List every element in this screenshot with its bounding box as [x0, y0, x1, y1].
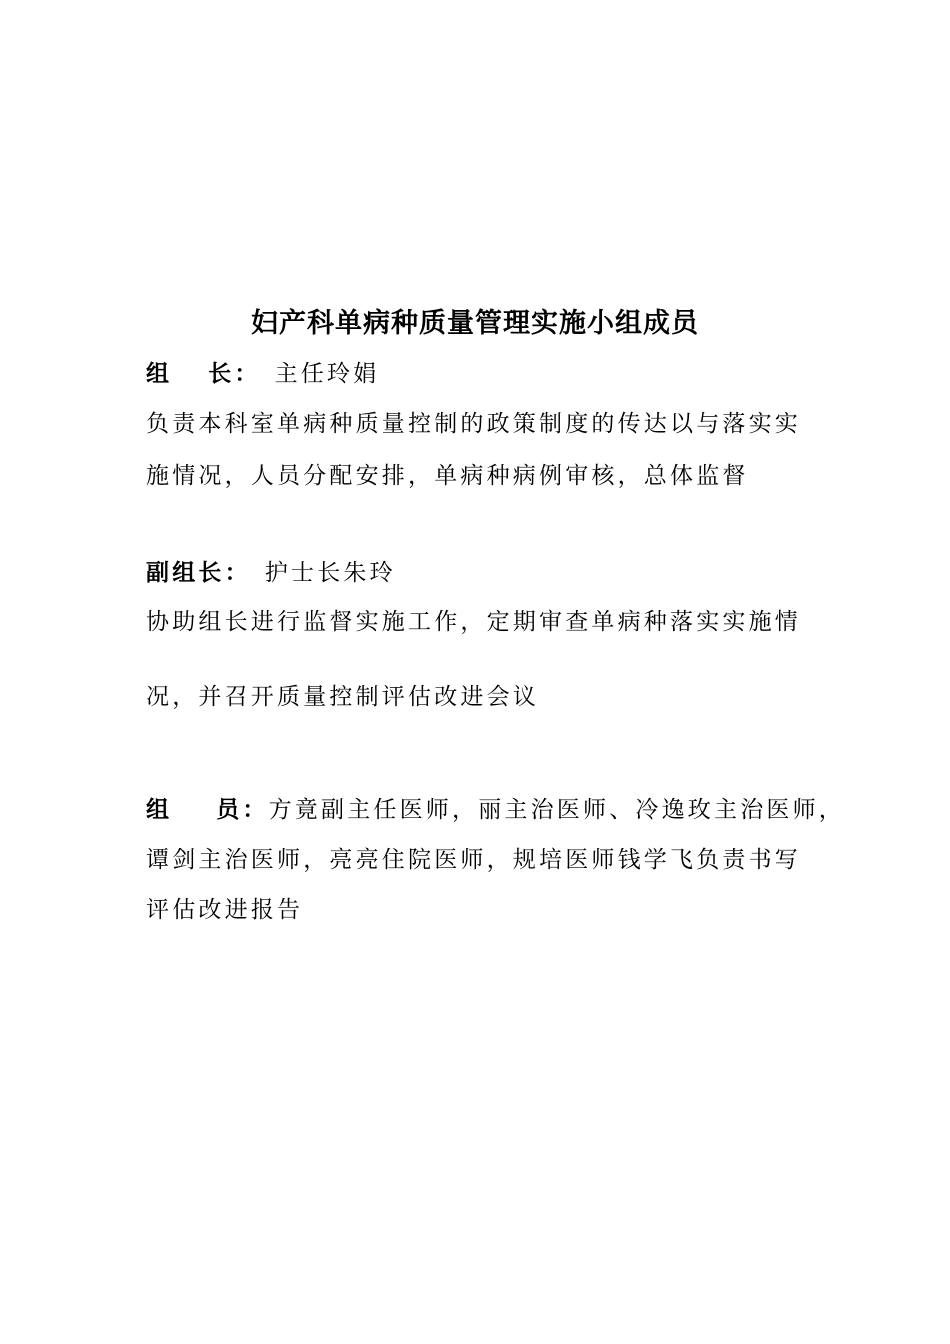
members-line-1: 方竟副主任医师，丽主治医师、冷逸玫主治医师，	[268, 797, 846, 823]
leader-label: 组 长：	[146, 360, 261, 387]
members-row	[146, 794, 845, 826]
leader-row	[146, 358, 379, 390]
members-line-2: 谭剑主治医师，亮亮住院医师，规培医师钱学飞负责书写	[146, 847, 801, 873]
members-line-3: 评估改进报告	[146, 897, 304, 923]
deputy-name: 护士长朱玲	[264, 560, 396, 586]
members-label: 组 员：	[146, 796, 269, 823]
leader-duty-line-2: 施情况，人员分配安排，单病种病例审核，总体监督	[146, 463, 749, 489]
deputy-duty-line-2: 况，并召开质量控制评估改进会议	[146, 684, 539, 710]
document-title: 妇产科单病种质量管理实施小组成员	[251, 308, 699, 339]
leader-name: 主任玲娟	[274, 361, 380, 387]
deputy-duty-line-1: 协助组长进行监督实施工作，定期审查单病种落实实施情	[146, 609, 801, 635]
leader-duty-line-1: 负责本科室单病种质量控制的政策制度的传达以与落实实	[146, 411, 801, 437]
deputy-label: 副组长：	[146, 559, 251, 586]
deputy-row	[146, 557, 396, 589]
